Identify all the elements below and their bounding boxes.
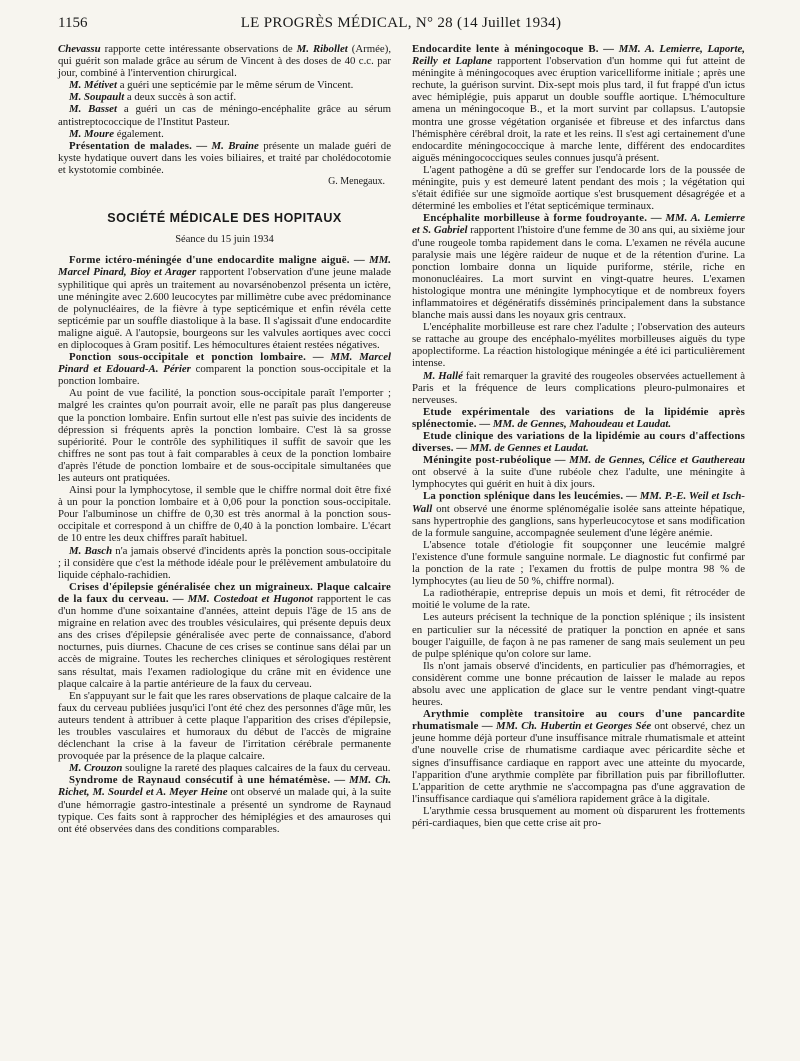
section-heading: Endocardite lente à méningocoque B. [412, 43, 599, 55]
section-epilepsie: Crises d'épilepsie généralisée chez un migraineux. Plaque calcaire de la faux du cerveau. — MM. Costedoat et Hugonot rapportent le cas d'un homme d'une soixantaine d'années, atteint depuis l'âge de 15 ans de migraine en relation avec des troubles vésiculaires, qui présente depuis deux ans des crises d'épilepsie généralisée avec perte de connaissance, d'abord nocturnes, puis diurnes. Chacune de ces crises se continue sans délai par un accès de migraine. Toutes les recherches cliniques et sérologiques restèrent sans résultat, mais l'examen radiologique du crâne mit en évidence une plaque calcaire à la partie antérieure de la faux du cerveau. [58, 580, 391, 690]
section-endocardite-lente: Endocardite lente à méningocoque B. — MM. A. Lemierre, Laporte, Reilly et Laplane rapportent l'observation d'un homme qui fut atteint de méningite à méningocoques avec éruption varicelliforme initiale ; après une rechute, la guérison survint. Dix-sept mois plus tard, il fut frappé d'un ictus avec hémiplégie, puis apparut un double souffle aortique. L'hémoculture amena un méningocoque B., et la mort survint par collapsus. L'autopsie montra une grosse végétation organisée et fibreuse et des infarctus dans l'hémisphère cérébral droit, la rate et les reins. Il s'est agi certainement d'une endocardite méningococcique à marche lente, différent des endocardites aiguës méningococciques seules connues jusqu'à présent. [412, 43, 746, 164]
paragraph: La radiothérapie, entreprise depuis un mois et demi, fit rétrocéder de moitié le volume de la rate. [412, 587, 745, 612]
paragraph: M. Crouzon souligne la rareté des plaques calcaires de la faux du cerveau. [69, 762, 391, 775]
section-heading: Encéphalite morbilleuse à forme foudroyante. [423, 212, 648, 225]
author-signature: G. Menegaux. [328, 176, 385, 188]
paragraph: Au point de vue facilité, la ponction sous-occipitale paraît l'emporter ; malgré les craintes qu'on pourrait avoir, elle ne paraît pas plus dangereuse que la ponction lombaire. Enfin surtout elle n'est pas suivie des incidents de dépression si fréquents après la ponction lombaire. C'est là sa grosse supériorité. Pour le contrôle des syphilitiques il suffit de savoir que les chiffres ne sont pas tout à fait comparables à ceux de la ponction lombaire d'après l'étude de ponction lombaire et de sous-occipitale simultanées que les auteurs ont pratiquées. [58, 387, 391, 484]
section-meningite-rubeolique: Méningite post-rubéolique — MM. de Gennes, Célice et Gauthereau ont observé à la suite d'une rubéole chez l'adulte, une méningite à lymphocytes qui guérit en huit à dix jours. [412, 454, 745, 491]
paragraph: M. Basch n'a jamais observé d'incidents après la ponction sous-occipitale ; il considère que c'est la méthode idéale pour le prélèvement ambulatoire du liquide céphalo-rachidien. [58, 544, 391, 581]
session-date: Séance du 15 juin 1934 [175, 234, 274, 246]
paragraph: L'agent pathogène a dû se greffer sur l'endocarde lors de la poussée de méningite, puis y est demeuré latent pendant des mois ; la végétation qui s'était édifiée sur une sigmoïde aortique s'est brusquement désagrégée et a déterminé les embolies et l'état septicémique terminaux. [412, 163, 745, 213]
page-header [58, 14, 744, 32]
page-number: 1156 [58, 15, 88, 31]
section-lipidemie-clinique: Etude clinique des variations de la lipidémie au cours d'affections diverses. — MM. de Gennes et Laudat. [412, 430, 745, 455]
paragraph: Ainsi pour la lymphocytose, il semble que le chiffre normal doit être fixé à un pour la ponction lombaire et à 0,06 pour la ponction sous-occipitale. Pour l'albuminose un chiffre de 0,30 est très anormal à la ponction sous-occipitale et correspond à un chiffre de 0,40 à la ponction lombaire. L'écart de 10 entre les deux chiffres paraît habituel. [58, 484, 391, 545]
left-column [58, 43, 391, 835]
paragraph: L'arythmie cessa brusquement au moment où disparurent les frottements péri-cardiaques, bien que cette crise ait pro- [412, 804, 745, 829]
paragraph: M. Hallé fait remarquer la gravité des rougeoles observées actuellement à Paris et la fréquence de leurs complications pleuro-pulmonaires et nerveuses. [412, 369, 745, 406]
paragraph: Chevassu rapporte cette intéressante observations de M. Ribollet (Armée), qui guérit son malade grâce au sérum de Vincent à des doses de 40 c.c. par jour, combiné à l'intervention chirurgical. [58, 43, 392, 80]
paragraph: M. Basset a guéri un cas de méningo-encéphalite grâce au sérum antistreptococcique de l'Institut Pasteur. [58, 103, 392, 128]
right-column [412, 43, 745, 829]
section-encephalite: Encéphalite morbilleuse à forme foudroyante. — MM. A. Lemierre et S. Gabriel rapportent l'histoire d'une femme de 30 ans qui, au sixième jour d'une rougeole tomba rapidement dans le coma. L'examen ne révéla aucune paralysie mais une légère raideur de nuque et de la rétention d'urine. La ponction lombaire donna un liquide puriforme, stérile, riche en mononucléaires. La mort survint en vingt-quatre heures. L'examen histologique montra une méningite lymphocytique et de nombreux foyers inflammatoires et dégénératifs disséminés principalement dans la substance blanche mais aussi dans les noyaux gris centraux. [412, 212, 746, 322]
section-ponction-splenique: La ponction splénique dans les leucémies. — MM. P.-E. Weil et Isch-Wall ont observé une énorme splénomégalie isolée sans atteinte hépatique, sans hypertrophie des ganglions, sans hyperleucocytose et sans modification de la formule sanguine, accompagnée seulement d'une légère anémie. [412, 490, 745, 539]
paragraph: M. Métivet a guéri une septicémie par le même sérum de Vincent. [69, 79, 354, 92]
section-heading: Méningite post-rubéolique [423, 454, 552, 467]
paragraph: M. Moure également. [69, 127, 164, 140]
section-ponction: Ponction sous-occipitale et ponction lombaire. — MM. Marcel Pinard et Edouard-A. Périer comparent la ponction sous-occipitale et la ponction lombaire. [58, 351, 391, 388]
paragraph: L'absence totale d'étiologie fit soupçonner une leucémie malgré l'existence d'une formule sanguine normale. Le diagnostic fut confirmé par la ponction de la rate ; l'examen du frottis de pulpe montra 98 % de lymphocytes (au lieu de 50 %, chiffre normal). [412, 538, 745, 588]
section-heading: Crises d'épilepsie généralisée chez un migraineux. Plaque calcaire de la faux du cerveau. [58, 580, 391, 605]
paragraph: Les auteurs précisent la technique de la ponction splénique ; ils insistent en particulier sur la nécessité de pratiquer la ponction en apnée et sans bouger l'aiguille, de façon à ne pas ramener de sang mais seulement un peu de pulpe splénique qu'on colore sur lame. [412, 611, 745, 660]
society-title: SOCIÉTÉ MÉDICALE DES HOPITAUX [107, 211, 342, 226]
section-lipidemie-splenectomie: Etude expérimentale des variations de la lipidémie après splénectomie. — MM. de Gennes, Mahoudeau et Laudat. [412, 405, 745, 430]
section-heading: Etude clinique des variations de la lipidémie au cours d'affections diverses. [412, 430, 745, 455]
journal-title: LE PROGRÈS MÉDICAL, N° 28 (14 Juillet 1934) [240, 15, 562, 31]
section-forme-ictero: Forme ictéro-méningée d'une endocardite maligne aiguë. — MM. Marcel Pinard, Bioy et Arager rapportent l'observation d'une jeune malade syphilitique qui après un traitement au novarsénobenzol présenta un ictère, une méningite avec 2.600 leucocytes par millimètre cube avec prédominance de polynucléaires, de la fièvre à type septicémique et enfin révéla cette septicémie par un souffle diastolique à la base. Il s'agissait d'une endocardite maligne aiguë. A l'autopsie, bourgeons sur les valvules aortiques avec cocci en diplocoques à Gram positif. Les hémocultures étaient restées négatives. [58, 254, 391, 351]
paragraph: L'encéphalite morbilleuse est rare chez l'adulte ; l'observation des auteurs se rattache au groupe des encéphalo-myélites morbilleuses aiguës du type apoplectiforme. La réaction histologique méningée a été ici particulièrement intense. [412, 321, 745, 370]
section-presentation: Présentation de malades. — M. Braine présente un malade guéri de kyste hydatique ouvert dans les voies biliaires, et traité par cholédocotomie et kystotomie combinée. [58, 139, 391, 176]
section-heading: Syndrome de Raynaud consécutif à une hématémèse. [69, 774, 331, 787]
paragraph: Ils n'ont jamais observé d'incidents, en particulier pas d'hémorragies, et considèrent comme une bonne précaution de laisser le malade au repos absolu avec une application de glace sur le ventre pendant vingt-quatre heures. [412, 659, 745, 709]
section-raynaud: Syndrome de Raynaud consécutif à une hématémèse. — MM. Ch. Richet, M. Sourdel et A. Meyer Heine ont observé un malade qui, à la suite d'une hémorragie gastro-intestinale a présenté un syndrome de Raynaud typique. Ces faits sont à rapprocher des hémiplégies et des amauroses qui ont été observées dans des conditions comparables. [58, 774, 391, 835]
section-heading: Forme ictéro-méningée d'une endocardite maligne aiguë. [69, 254, 350, 267]
paragraph: En s'appuyant sur le fait que les rares observations de plaque calcaire de la faux du cerveau publiées jusqu'ici l'ont été chez des personnes d'âge mûr, les auteurs tendent à attribuer à cette plaque l'apparition des crises d'épilepsie, les troubles vasculaires et humoraux du début de l'accès de migraine déclenchant la crise à la faveur de l'irritation cérébrale permanente provoquée par la présence de la plaque calcaire. [58, 689, 391, 763]
section-heading: Présentation de malades. [69, 139, 192, 152]
section-heading: Arythmie complète transitoire au cours d'une pancardite rhumatismale [412, 708, 745, 733]
section-heading: Ponction sous-occipitale et ponction lombaire. [69, 351, 306, 364]
paragraph: M. Soupault a deux succès à son actif. [69, 91, 237, 104]
section-arythmie: Arythmie complète transitoire au cours d'une pancardite rhumatismale — MM. Ch. Hubertin et Georges Sée ont observé, chez un jeune homme déjà porteur d'une insuffisance mitrale rhumatismale et atteint d'une nouvelle crise de rhumatisme cardiaque avec péricardite sèche et signes d'insuffisance cardiaque en rapport avec une atteinte du myocarde, l'apparition d'une arythmie complète par fibrillation puis par fibrilloflutter. L'apparition de cette arythmie ne s'accompagna pas d'une aggravation de l'insuffisance cardiaque qui s'améliora rapidement grâce à la digitale. [412, 708, 745, 805]
section-heading: Etude expérimentale des variations de la lipidémie après splénectomie. [412, 405, 745, 430]
section-heading: La ponction splénique dans les leucémies. [423, 490, 624, 503]
